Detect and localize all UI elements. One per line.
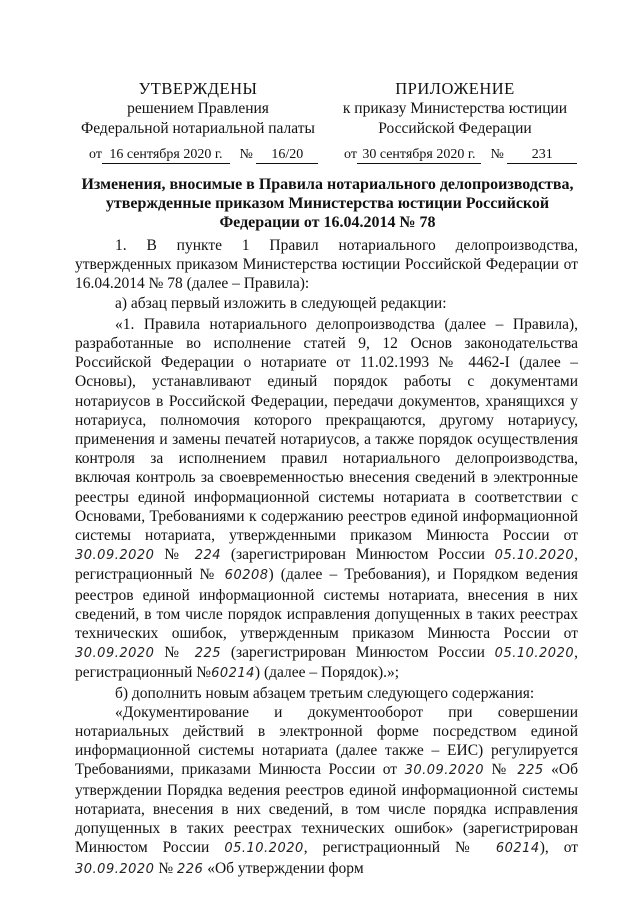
appendix-date-line (344, 147, 577, 164)
p3-text-c: (зарегистрирован Минюстом России (221, 546, 495, 564)
approval-date-line (89, 147, 318, 164)
title-line-3: Федерации от 16.04.2014 № 78 (219, 214, 436, 231)
document-body (75, 236, 578, 879)
appendix-number: 231 (507, 147, 577, 164)
handwritten-date-7: 30.09.2020 (75, 861, 155, 877)
p3-text-d: , регистрационный № (75, 546, 578, 584)
approval-number: 16/20 (256, 147, 318, 164)
paragraph-3 (75, 315, 578, 684)
p3-text-i: ) (далее – Порядок).»; (254, 664, 400, 682)
appendix-title: ПРИЛОЖЕНИЕ (395, 79, 515, 98)
handwritten-date-3: 30.09.2020 (75, 646, 155, 662)
p3-text-h: , регистрационный № (75, 644, 578, 682)
p3-text-a: «1. Правила нотариального делопроизводства (далее – Правила), разработанные во исполнение статей 9, 12 Основ законодательства Российской Федерации о нотариате от 11.02.1993 № 4462-I (далее – Основы), устанавливают единый порядок работы с документами нотариусов в Российской Федерации, передачи документов, хранящихся у нотариуса, полномочия которого прекращаются, другому нотариусу, применения и замены печатей нотариусов, а также порядок осуществления контроля за исполнением правил нотариального делопроизводства, включая контроль за своевременностью внесения сведений в электронные реестры единой информационной системы нотариата в соответствии с Основами, Требованиями к содержанию реестров единой информационной системы нотариата, утвержденными приказом Минюста России от (75, 315, 578, 545)
handwritten-number-5: 225 (517, 763, 544, 779)
handwritten-date-2: 05.10.2020 (494, 548, 575, 564)
approval-line-1: решением Правления (127, 100, 269, 117)
appendix-date: 30 сентября 2020 г. (357, 147, 481, 164)
handwritten-date-1: 30.09.2020 (75, 548, 155, 564)
p3-text-b: № (154, 546, 195, 564)
paragraph-2: а) абзац первый изложить в следующей редакции: (115, 294, 447, 312)
p3-text-e: ) (далее – Требования), и Порядком ведения реестров единой информационной системы нотариата, внесения в них сведений, в том числе порядок исправления допущенных в таких реестрах технических ошибок, утвержденным приказом Минюста России от (75, 566, 579, 643)
appendix-number-label: № (490, 147, 504, 162)
p5-text-g: «Об утверждении форм (203, 859, 364, 877)
handwritten-number-2: 60208 (224, 568, 269, 584)
paragraph-4: б) дополнить новым абзацем третьим следующего содержания: (115, 684, 535, 702)
approval-date: 16 сентября 2020 г. (102, 147, 230, 164)
approval-title: УТВЕРЖДЕНЫ (138, 79, 258, 98)
approval-date-prefix: от (89, 147, 102, 162)
p5-text-a: «Документирование и документооборот при совершении нотариальных действий в электронной форме посредством единой информационной системы нотариата (далее также – ЕИС) регулируется Требованиями, приказами Минюста России от (75, 703, 578, 779)
handwritten-number-6: 60214 (495, 841, 540, 857)
handwritten-number-7: 226 (176, 861, 204, 877)
paragraph-5 (75, 703, 578, 879)
p5-text-f: № (154, 859, 177, 877)
document-title (75, 175, 580, 232)
p5-text-d: , регистрационный № (303, 839, 496, 857)
appendix-line-1: к приказу Министерства юстиции (342, 100, 568, 117)
handwritten-date-6: 05.10.2020 (224, 841, 304, 857)
p3-text-g: (зарегистрирован Минюстом России (221, 644, 495, 662)
handwritten-number-3: 225 (194, 646, 222, 662)
approval-number-label: № (239, 147, 253, 162)
approval-line-2: Федеральной нотариальной палаты (81, 120, 315, 137)
p5-text-c: «Об утверждении Порядка ведения реестров единой информационной системы нотариата, внесения в них сведений, в том числе порядка исправления допущенных в таких реестрах технических ошибок» (зарегистрирован Минюстом России (75, 761, 578, 857)
title-line-2: утвержденные приказом Министерства юстиции Российской (105, 195, 550, 212)
approval-block (78, 79, 318, 139)
paragraph-1: 1. В пункте 1 Правил нотариального делопроизводства, утвержденных приказом Министерства юстиции Российской Федерации от 16.04.2014 № 78 (далее – Правила): (75, 237, 578, 293)
handwritten-date-4: 05.10.2020 (494, 646, 575, 662)
appendix-block (335, 79, 575, 139)
appendix-date-prefix: от (344, 147, 357, 162)
title-line-1: Изменения, вносимые в Правила нотариального делопроизводства, (81, 176, 574, 193)
handwritten-number-4: 60214 (211, 666, 255, 682)
p3-text-f: № (154, 644, 195, 662)
handwritten-date-5: 30.09.2020 (404, 763, 484, 779)
handwritten-number-1: 224 (194, 548, 222, 564)
appendix-line-2: Российской Федерации (378, 120, 532, 137)
p5-text-b: № (484, 761, 518, 779)
p5-text-e: ), от (539, 839, 579, 857)
